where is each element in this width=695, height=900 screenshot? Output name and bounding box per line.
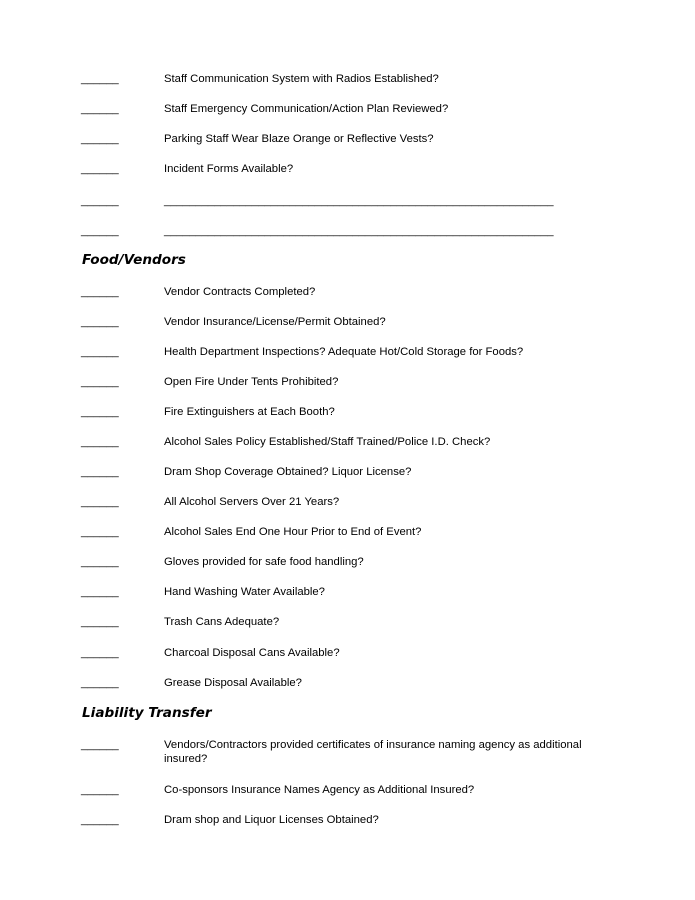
item-text: Gloves provided for safe food handling? <box>164 556 364 568</box>
item-text: Grease Disposal Available? <box>164 677 302 689</box>
check-blank: ______ <box>81 784 119 796</box>
check-blank: ______ <box>81 73 119 85</box>
item-text: Staff Emergency Communication/Action Plan Reviewed? <box>164 103 449 115</box>
item-text: Charcoal Disposal Cans Available? <box>164 647 340 659</box>
fill-in-line: ______________________________________________________________ <box>164 195 554 207</box>
check-blank: ______ <box>81 739 119 751</box>
check-blank: ______ <box>81 436 119 448</box>
check-blank: ______ <box>81 466 119 478</box>
check-blank: ______ <box>81 677 119 689</box>
check-blank: ______ <box>81 586 119 598</box>
check-blank: ______ <box>81 814 119 826</box>
check-blank: ______ <box>81 346 119 358</box>
item-text: Open Fire Under Tents Prohibited? <box>164 376 339 388</box>
item-text: Alcohol Sales End One Hour Prior to End of Event? <box>164 526 422 538</box>
check-blank: ______ <box>81 103 119 115</box>
check-blank: ______ <box>81 526 119 538</box>
item-text: Incident Forms Available? <box>164 163 294 175</box>
check-blank: ______ <box>81 556 119 568</box>
item-text: Vendors/Contractors provided certificates of insurance naming agency as additional insured? <box>164 739 582 765</box>
check-blank: ______ <box>81 225 119 237</box>
check-blank: ______ <box>81 133 119 145</box>
check-blank: ______ <box>81 195 119 207</box>
section-heading-liability-transfer: Liability Transfer <box>82 705 212 721</box>
item-text: Hand Washing Water Available? <box>164 586 325 598</box>
fill-in-line: ______________________________________________________________ <box>164 225 554 237</box>
item-text: Parking Staff Wear Blaze Orange or Reflective Vests? <box>164 133 434 145</box>
check-blank: ______ <box>81 316 119 328</box>
item-text: Vendor Insurance/License/Permit Obtained? <box>164 316 386 328</box>
check-blank: ______ <box>81 647 119 659</box>
check-blank: ______ <box>81 616 119 628</box>
item-text: Alcohol Sales Policy Established/Staff Trained/Police I.D. Check? <box>164 436 491 448</box>
item-text: Vendor Contracts Completed? <box>164 286 316 298</box>
check-blank: ______ <box>81 496 119 508</box>
item-text: Fire Extinguishers at Each Booth? <box>164 406 335 418</box>
item-text: Trash Cans Adequate? <box>164 616 280 628</box>
check-blank: ______ <box>81 286 119 298</box>
item-text: All Alcohol Servers Over 21 Years? <box>164 496 340 508</box>
section-heading-food-vendors: Food/Vendors <box>82 252 186 268</box>
item-text: Health Department Inspections? Adequate Hot/Cold Storage for Foods? <box>164 346 524 358</box>
check-blank: ______ <box>81 376 119 388</box>
check-blank: ______ <box>81 163 119 175</box>
item-text: Staff Communication System with Radios Established? <box>164 73 439 85</box>
check-blank: ______ <box>81 406 119 418</box>
item-text: Dram Shop Coverage Obtained? Liquor License? <box>164 466 412 478</box>
item-text: Dram shop and Liquor Licenses Obtained? <box>164 814 379 826</box>
item-text: Co-sponsors Insurance Names Agency as Additional Insured? <box>164 784 475 796</box>
